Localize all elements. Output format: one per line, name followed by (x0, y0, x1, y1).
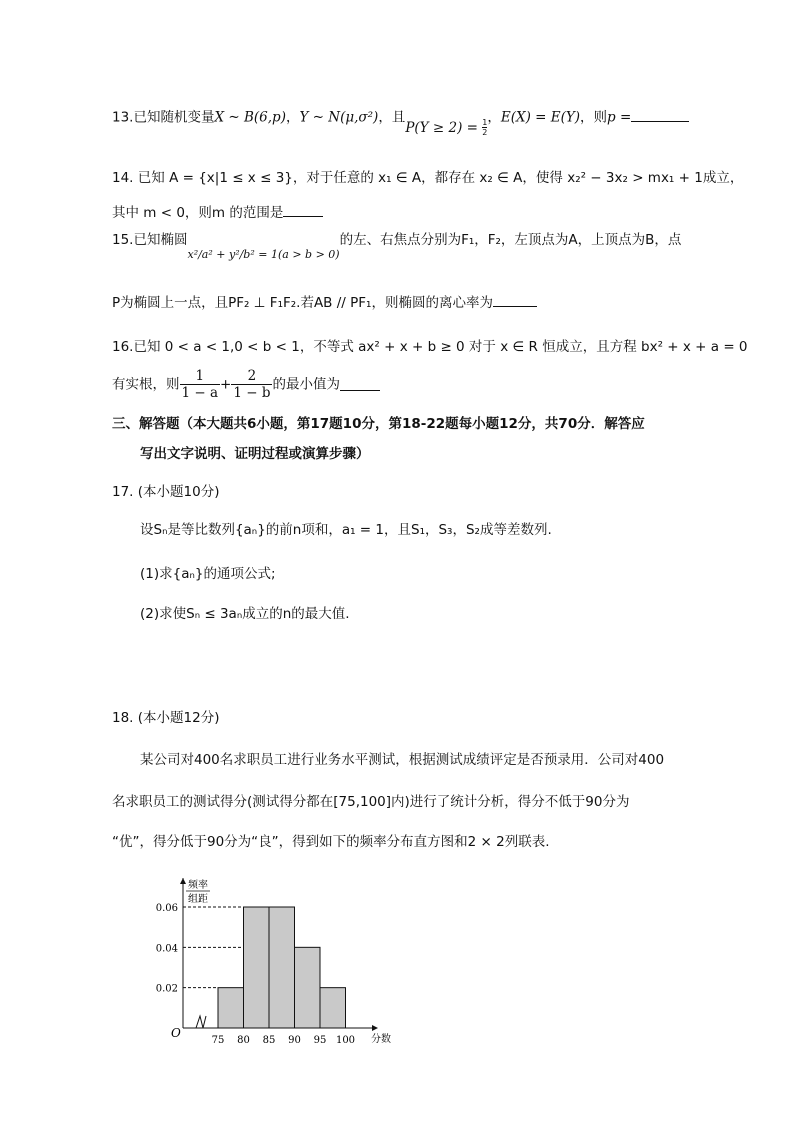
histogram-bar-75-80 (218, 988, 244, 1028)
q14-number: 14. (112, 170, 134, 186)
q18-text-2: 名求职员工的测试得分(测试得分都在[75,100]内)进行了统计分析，得分不低于90分为 (112, 794, 630, 810)
x-tick-label-90: 90 (288, 1035, 301, 1046)
q13-frac-num: 1 (482, 118, 488, 127)
q17-body-text: 设Sₙ是等比数列{aₙ}的前n项和，a₁ = 1，且S₁，S₃，S₂成等差数列. (140, 522, 552, 538)
q15-text-2: 的左、右焦点分别为F₁，F₂，左顶点为A，上顶点为B，点 (339, 232, 682, 248)
q18-heading (112, 710, 219, 726)
q16-fraction-1 (180, 368, 221, 401)
histogram-bars (218, 907, 346, 1028)
q14-line-2 (112, 204, 323, 221)
q16-plus: + (220, 376, 232, 393)
q13-math-x: X ~ B(6,p) (214, 109, 286, 126)
q13-sep-1: ， (285, 109, 300, 126)
q13-math-y: Y ~ N(μ,σ²) (299, 109, 379, 126)
q18-head: 18. (本小题12分) (112, 710, 220, 726)
q13 (112, 108, 689, 137)
q17-heading (112, 484, 219, 500)
y-axis-arrow (180, 878, 186, 884)
q17-part-2-text: (2)求使Sₙ ≤ 3aₙ成立的n的最大值. (140, 606, 350, 622)
q16-frac2-den: 1 − b (233, 385, 271, 401)
q15-text-1: 已知椭圆 (133, 232, 188, 248)
q14-answer-blank (283, 204, 323, 217)
x-axis-arrow (372, 1025, 378, 1031)
q15-line-2 (112, 294, 537, 311)
q16-text-1: 已知 0 < a < 1,0 < b < 1，不等式 ax² + x + b ≥ 0 对于 x ∈ R 恒成立，且方程 bx² + x + a = 0 (133, 339, 748, 355)
y-tick-label-0.02: 0.02 (155, 983, 178, 995)
y-label-numerator: 频率 (188, 880, 208, 891)
y-tick-label-0.06: 0.06 (155, 903, 178, 914)
q15-ellipse-equation: x²/a² + y²/b² = 1(a > b > 0) (187, 248, 340, 261)
histogram-bar-85-90 (269, 907, 295, 1028)
section-3-heading (112, 416, 645, 432)
q16-frac1-num: 1 (180, 368, 221, 385)
origin-label: O (171, 1026, 181, 1040)
q13-number: 13. (112, 109, 134, 126)
q18-text-1: 某公司对400名求职员工进行业务水平测试，根据测试成绩评定是否预录用．公司对400 (140, 752, 665, 768)
q13-math-p: P(Y ≥ 2) = (405, 119, 483, 136)
section-3-line-1: 三、解答题（本大题共6小题，第17题10分，第18-22题每小题12分，共70分．解答应 (112, 416, 645, 432)
q14-text-2: 其中 m < 0，则m 的范围是 (112, 205, 284, 221)
q17-body (140, 522, 552, 538)
q17-part-2 (140, 606, 350, 622)
section-3-heading-cont (140, 446, 370, 462)
y-label-denominator: 组距 (188, 894, 208, 905)
x-tick-label-85: 85 (262, 1035, 276, 1046)
q13-text-2: ，且 (378, 109, 406, 126)
q13-frac-den: 2 (482, 128, 488, 137)
section-3-line-2: 写出文字说明、证明过程或演算步骤） (140, 446, 370, 462)
q13-fraction (482, 118, 487, 137)
q13-sep-2: ， (487, 109, 501, 126)
q13-math-peq: p = (607, 109, 632, 126)
q16-frac1-den: 1 − a (181, 385, 219, 401)
q13-math-e: E(X) = E(Y) (500, 109, 581, 126)
y-tick-label-0.04: 0.04 (155, 943, 178, 955)
q18-line-3 (112, 834, 550, 850)
x-axis-break (196, 1016, 206, 1028)
x-tick-label-75: 75 (211, 1035, 225, 1046)
x-tick-label-80: 80 (237, 1035, 250, 1046)
q17-part-1-text: (1)求{aₙ}的通项公式; (140, 566, 276, 582)
q14-text-1: 已知 A = {x|1 ≤ x ≤ 3}，对于任意的 x₁ ∈ A，都存在 x₂ ∈ A，使得 x₂² − 3x₂ > mx₁ + 1成立， (137, 170, 744, 186)
x-axis-label: 分数 (371, 1034, 391, 1045)
q15-answer-blank (493, 294, 537, 307)
histogram-bar-80-85 (244, 907, 270, 1028)
q18-line-1 (140, 752, 664, 768)
histogram-bar-95-100 (320, 988, 346, 1028)
q18-line-2 (112, 794, 629, 810)
q15-line-1 (112, 232, 682, 261)
q15-text-3: P为椭圆上一点，且PF₂ ⊥ F₁F₂.若AB // PF₁，则椭圆的离心率为 (112, 295, 493, 311)
frequency-histogram (140, 870, 410, 1050)
q16-frac2-num: 2 (231, 368, 272, 385)
histogram-bar-90-95 (295, 947, 321, 1028)
q16-answer-blank (340, 378, 380, 391)
q13-text-3: ，则 (580, 109, 608, 126)
q17-part-1 (140, 566, 276, 582)
q15-number: 15. (112, 232, 134, 248)
q16-fraction-2 (231, 368, 272, 401)
q16-text-3: 的最小值为 (272, 376, 340, 393)
x-tick-label-95: 95 (313, 1035, 327, 1046)
q16-number: 16. (112, 339, 134, 355)
q18-text-3: “优”，得分低于90分为“良”，得到如下的频率分布直方图和2 × 2列联表. (112, 834, 550, 850)
q14-line-1 (112, 170, 743, 186)
q13-text-1: 已知随机变量 (133, 109, 215, 126)
q13-answer-blank (631, 109, 689, 122)
q16-line-1 (112, 339, 748, 355)
q16-text-2: 有实根，则 (112, 376, 180, 393)
q16-line-2 (112, 368, 380, 401)
q17-head: 17. (本小题10分) (112, 484, 220, 500)
x-tick-label-100: 100 (335, 1035, 356, 1046)
